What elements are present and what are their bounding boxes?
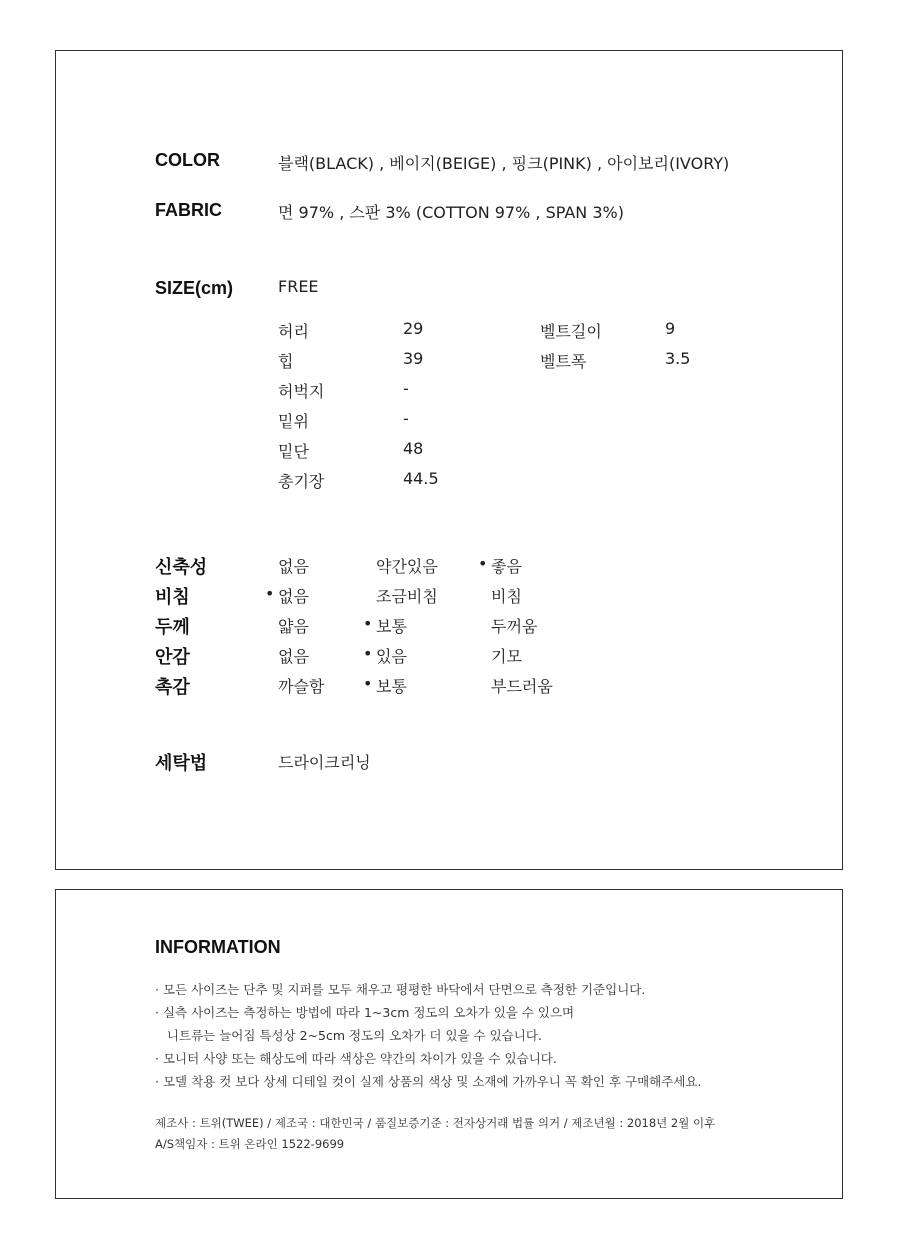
property-option-label: 비침 bbox=[491, 587, 522, 606]
color-label: COLOR bbox=[155, 150, 220, 170]
property-label: 촉감 bbox=[155, 677, 190, 697]
property-option bbox=[491, 674, 553, 697]
property-option-label: 없음 bbox=[278, 647, 309, 666]
property-option bbox=[278, 644, 309, 667]
info-note: · 모델 착용 컷 보다 상세 디테일 컷이 실제 상품의 색상 및 소재에 가까우니 꼭 확인 후 구매해주세요. bbox=[155, 1074, 702, 1089]
washing-label: 세탁법 bbox=[155, 753, 208, 773]
information-panel bbox=[55, 889, 843, 1199]
property-option-label: 없음 bbox=[278, 557, 309, 576]
property-label: 두께 bbox=[155, 617, 190, 637]
info-note: 니트류는 늘어짐 특성상 2~5cm 정도의 오차가 더 있을 수 있습니다. bbox=[155, 1028, 542, 1043]
property-option bbox=[278, 554, 309, 577]
size-measure-value: - bbox=[403, 409, 409, 428]
size-measure-name: 밑단 bbox=[278, 442, 309, 461]
selected-bullet-icon: • bbox=[478, 554, 488, 573]
property-option bbox=[376, 584, 438, 607]
property-option bbox=[278, 614, 309, 637]
property-option bbox=[491, 584, 522, 607]
selected-bullet-icon: • bbox=[265, 584, 275, 603]
size-measure-value: 9 bbox=[665, 319, 676, 338]
property-option-label: 까슬함 bbox=[278, 677, 325, 696]
property-option-label: 좋음 bbox=[491, 557, 522, 576]
property-option-selected bbox=[478, 554, 522, 577]
info-note: · 모니터 사양 또는 해상도에 따라 색상은 약간의 차이가 있을 수 있습니다. bbox=[155, 1051, 557, 1066]
property-option-label: 없음 bbox=[278, 587, 309, 606]
selected-bullet-icon: • bbox=[363, 614, 373, 633]
property-option-label: 보통 bbox=[376, 677, 407, 696]
property-option-label: 얇음 bbox=[278, 617, 309, 636]
color-value: 블랙(BLACK) , 베이지(BEIGE) , 핑크(PINK) , 아이보리(IVORY) bbox=[278, 154, 730, 173]
size-label: SIZE(cm) bbox=[155, 278, 234, 298]
size-measure-value: 48 bbox=[403, 439, 424, 458]
fabric-value: 면 97% , 스판 3% (COTTON 97% , SPAN 3%) bbox=[278, 203, 624, 222]
property-label: 안감 bbox=[155, 647, 190, 667]
property-label: 신축성 bbox=[155, 557, 208, 577]
property-option-selected bbox=[363, 674, 407, 697]
property-option-label: 있음 bbox=[376, 647, 407, 666]
property-option-label: 기모 bbox=[491, 647, 522, 666]
washing-value: 드라이크리닝 bbox=[278, 753, 371, 772]
size-measure-value: 39 bbox=[403, 349, 424, 368]
size-measure-name: 벨트폭 bbox=[540, 352, 587, 371]
property-option-selected bbox=[363, 614, 407, 637]
manufacturer-info: 제조사 : 트위(TWEE) / 제조국 : 대한민국 / 품질보증기준 : 전자상거래 법률 의거 / 제조년월 : 2018년 2월 이후 bbox=[155, 1116, 716, 1130]
property-option bbox=[491, 614, 537, 637]
size-measure-name: 총기장 bbox=[278, 472, 325, 491]
property-option bbox=[376, 554, 438, 577]
property-option bbox=[491, 644, 522, 667]
size-measure-name: 허벅지 bbox=[278, 382, 325, 401]
fabric-label: FABRIC bbox=[155, 200, 222, 220]
property-option bbox=[278, 674, 324, 697]
size-measure-value: 44.5 bbox=[403, 469, 439, 488]
property-option-selected bbox=[363, 644, 407, 667]
size-measure-name: 벨트길이 bbox=[540, 322, 602, 341]
property-label: 비침 bbox=[155, 587, 190, 607]
size-free: FREE bbox=[278, 277, 319, 296]
info-note: · 실측 사이즈는 측정하는 방법에 따라 1~3cm 정도의 오차가 있을 수 있으며 bbox=[155, 1005, 575, 1020]
selected-bullet-icon: • bbox=[363, 674, 373, 693]
property-option-label: 보통 bbox=[376, 617, 407, 636]
as-contact-info: A/S책임자 : 트위 온라인 1522-9699 bbox=[155, 1137, 345, 1151]
size-measure-value: 29 bbox=[403, 319, 424, 338]
size-measure-name: 허리 bbox=[278, 322, 309, 341]
property-option-label: 조금비침 bbox=[376, 587, 438, 606]
size-measure-value: 3.5 bbox=[665, 349, 691, 368]
property-option-selected bbox=[265, 584, 309, 607]
property-option-label: 두꺼움 bbox=[491, 617, 538, 636]
information-title: INFORMATION bbox=[155, 937, 281, 957]
size-measure-name: 밑위 bbox=[278, 412, 309, 431]
property-option-label: 약간있음 bbox=[376, 557, 438, 576]
selected-bullet-icon: • bbox=[363, 644, 373, 663]
property-option-label: 부드러움 bbox=[491, 677, 553, 696]
info-note: · 모든 사이즈는 단추 및 지퍼를 모두 채우고 평평한 바닥에서 단면으로 측정한 기준입니다. bbox=[155, 982, 646, 997]
size-measure-value: - bbox=[403, 379, 409, 398]
size-measure-name: 힙 bbox=[278, 352, 294, 371]
product-spec-panel bbox=[55, 50, 843, 870]
